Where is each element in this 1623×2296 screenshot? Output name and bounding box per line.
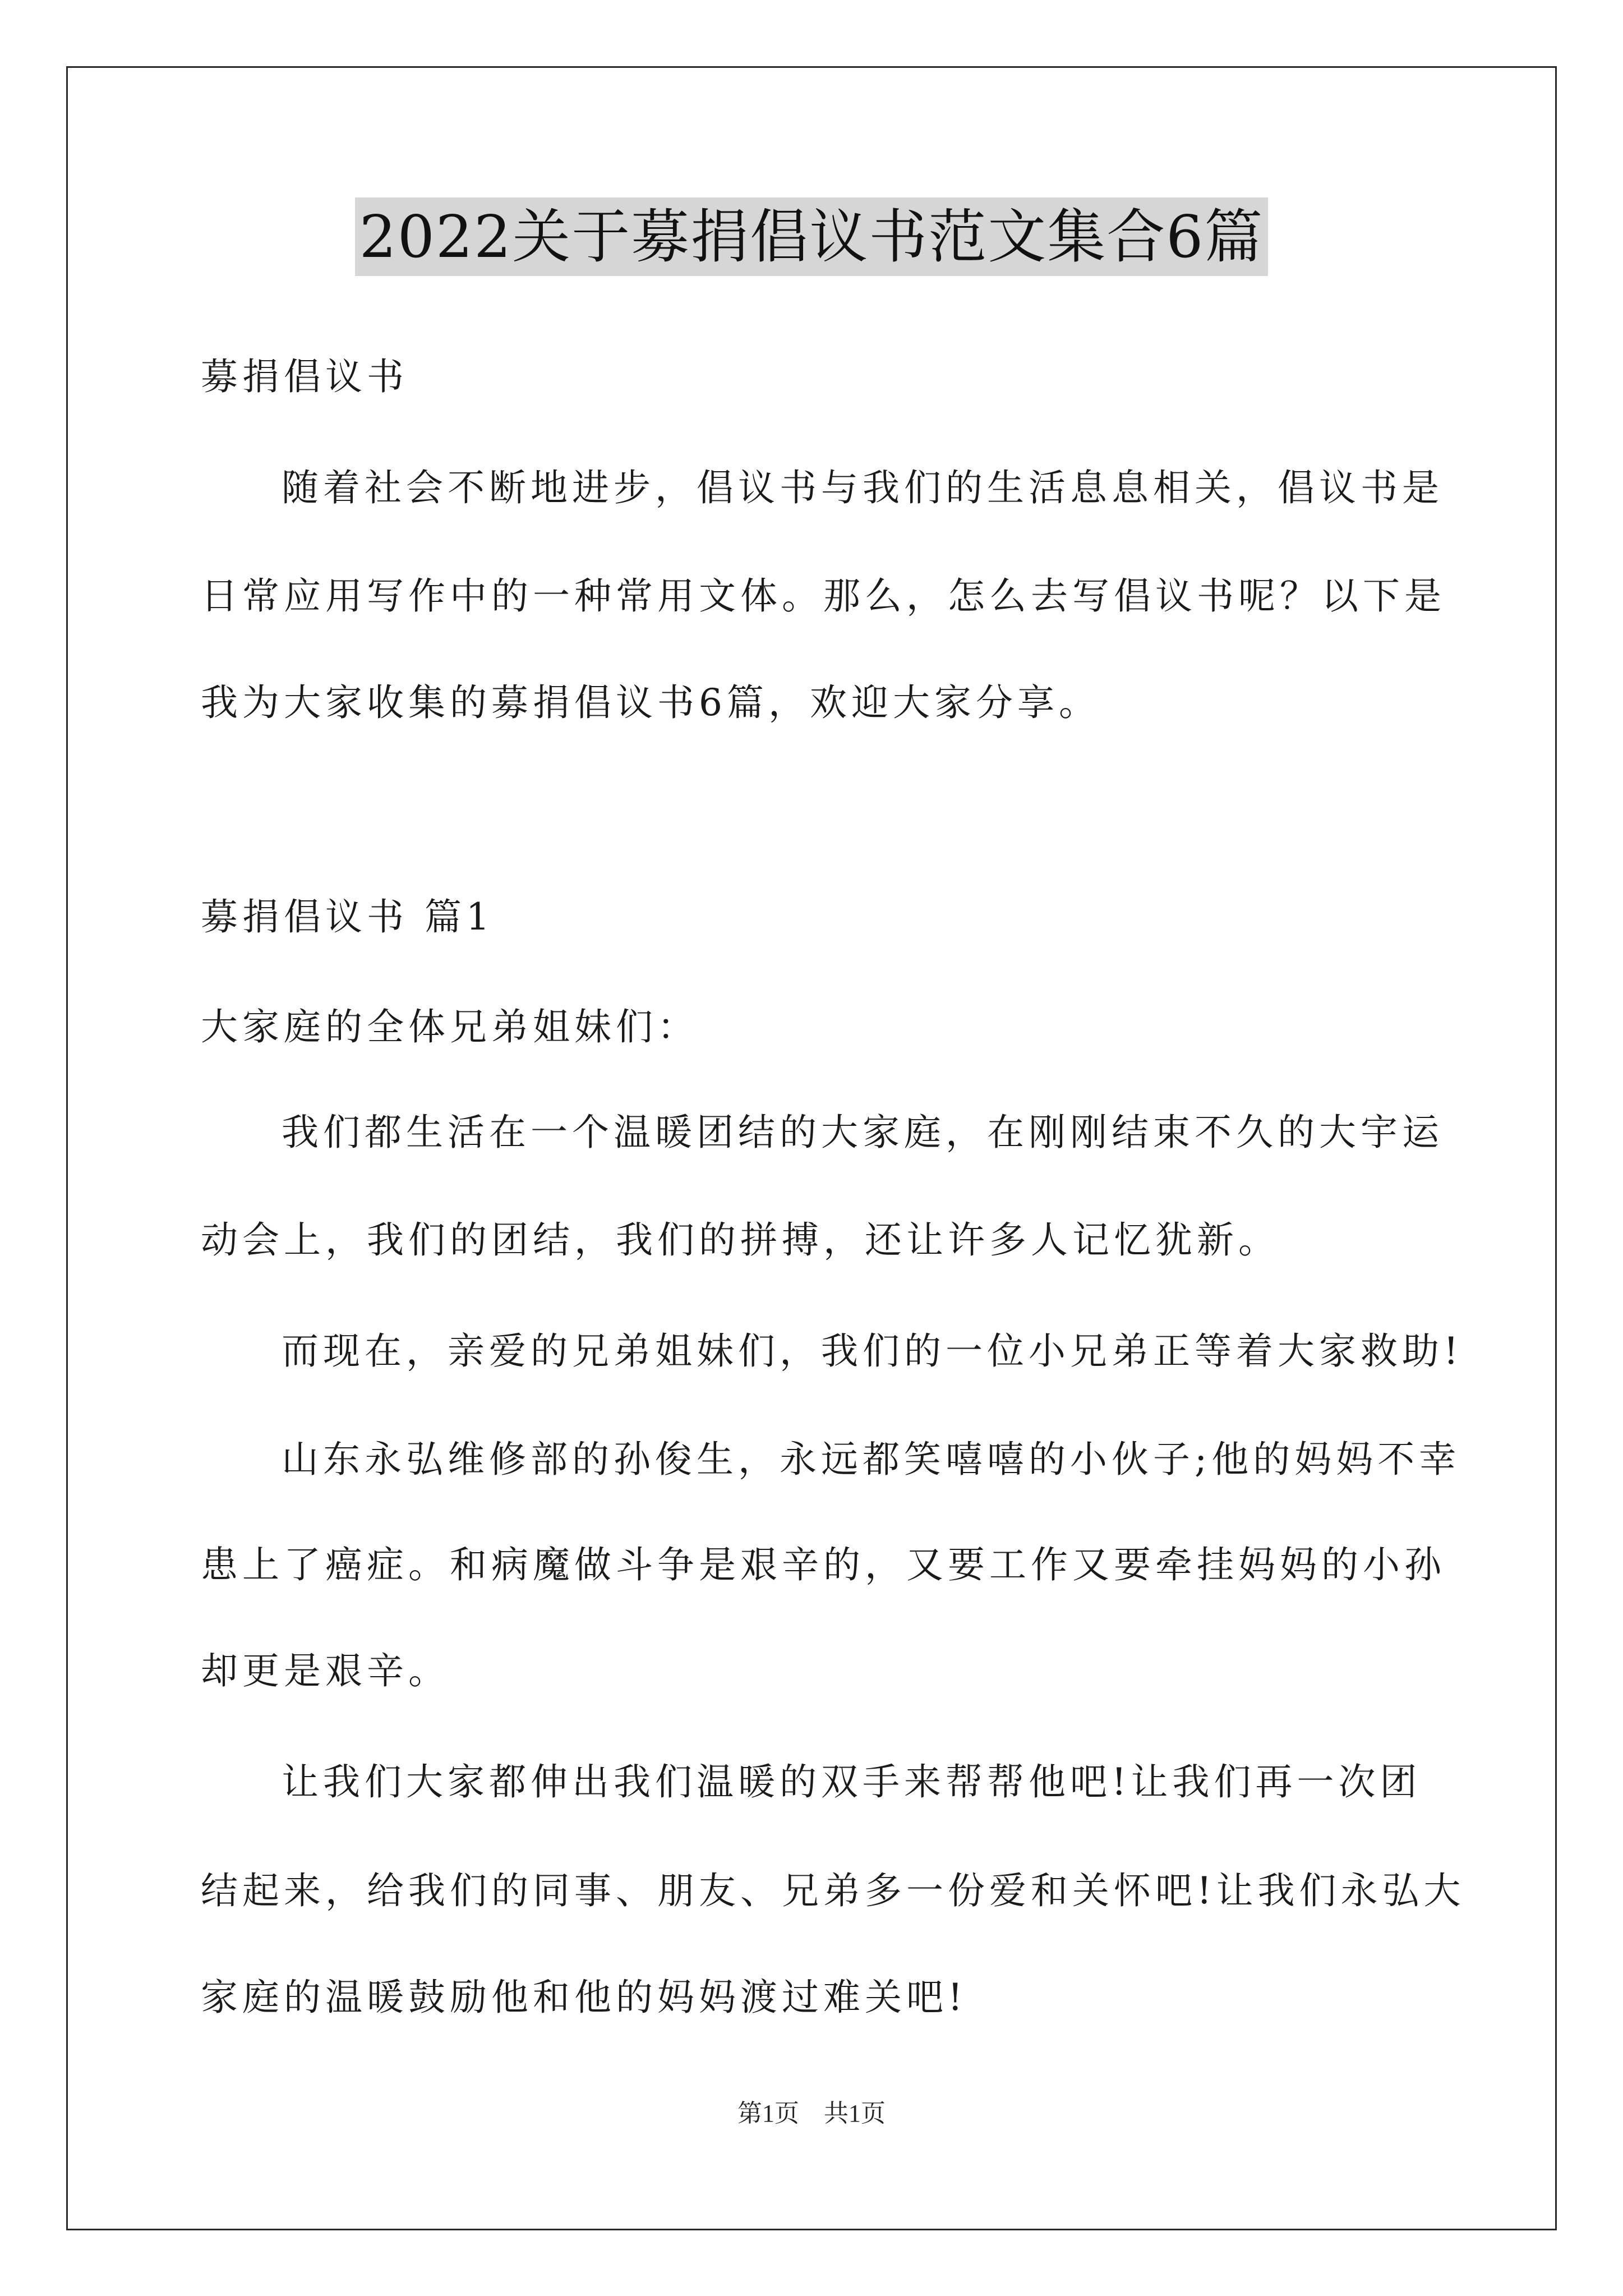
page-footer: 第1页 共1页 bbox=[737, 2100, 886, 2127]
paragraph-line: 我们都生活在一个温暖团结的大家庭，在刚刚结束不久的大宇运 bbox=[282, 1111, 1444, 1154]
section-heading: 募捐倡议书 篇1 bbox=[201, 895, 494, 938]
section-heading: 募捐倡议书 bbox=[201, 355, 408, 398]
paragraph-line: 山东永弘维修部的孙俊生，永远都笑嘻嘻的小伙子;他的妈妈不幸 bbox=[282, 1438, 1461, 1481]
document-title: 2022关于募捐倡议书范文集合6篇 bbox=[355, 197, 1269, 276]
paragraph-line: 患上了癌症。和病魔做斗争是艰辛的，又要工作又要牵挂妈妈的小孙 bbox=[201, 1543, 1446, 1586]
paragraph-line: 家庭的温暖鼓励他和他的妈妈渡过难关吧! bbox=[201, 1976, 967, 2019]
title-container bbox=[0, 197, 1623, 276]
paragraph-line: 而现在，亲爱的兄弟姐妹们，我们的一位小兄弟正等着大家救助! bbox=[282, 1329, 1463, 1373]
salutation: 大家庭的全体兄弟姐妹们： bbox=[201, 1005, 699, 1048]
paragraph-line: 却更是艰辛。 bbox=[201, 1649, 450, 1692]
paragraph-line: 结起来，给我们的同事、朋友、兄弟多一份爱和关怀吧!让我们永弘大 bbox=[201, 1869, 1465, 1912]
paragraph-line: 让我们大家都伸出我们温暖的双手来帮帮他吧!让我们再一次团 bbox=[282, 1760, 1422, 1803]
paragraph-line: 日常应用写作中的一种常用文体。那么，怎么去写倡议书呢？以下是 bbox=[201, 574, 1446, 618]
paragraph-line: 动会上，我们的团结，我们的拼搏，还让许多人记忆犹新。 bbox=[201, 1218, 1280, 1262]
paragraph-line: 随着社会不断地进步，倡议书与我们的生活息息相关，倡议书是 bbox=[282, 466, 1444, 509]
paragraph-line: 我为大家收集的募捐倡议书6篇，欢迎大家分享。 bbox=[201, 681, 1100, 724]
